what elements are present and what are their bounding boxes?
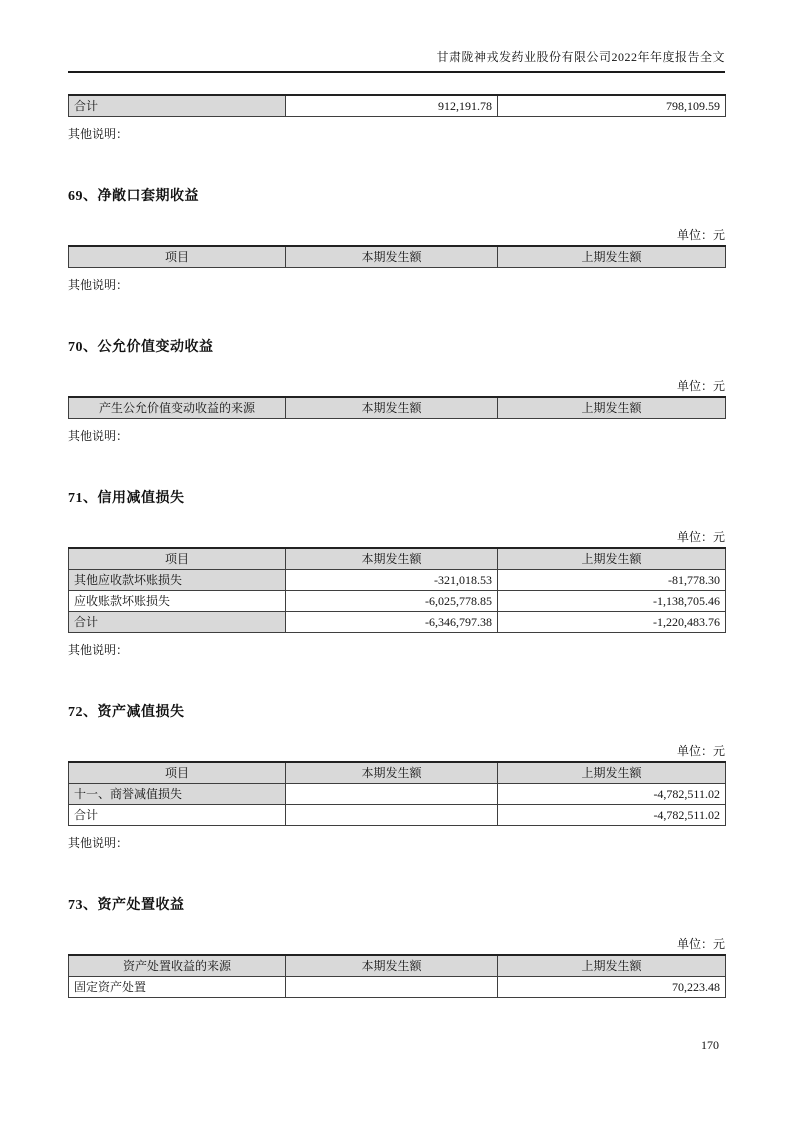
column-header: 产生公允价值变动收益的来源: [69, 397, 286, 419]
table-row: [69, 591, 726, 612]
unit-label: 单位：元: [676, 744, 725, 758]
section-title: 71、信用减值损失: [68, 491, 185, 506]
data-table: [68, 761, 726, 826]
column-header: 本期发生额: [286, 548, 498, 570]
page-number: 170: [701, 1038, 719, 1052]
data-table: [68, 547, 726, 633]
column-header: 上期发生额: [498, 762, 726, 784]
row-label-cell: 固定资产处置: [69, 977, 286, 998]
data-table: [68, 94, 726, 117]
unit-label: 单位：元: [676, 530, 725, 544]
unit-label: 单位：元: [676, 379, 725, 393]
column-header: 项目: [69, 762, 286, 784]
column-header: 本期发生额: [286, 246, 498, 268]
value-cell: -1,138,705.46: [498, 591, 726, 612]
value-cell: -6,025,778.85: [286, 591, 498, 612]
value-cell: -81,778.30: [498, 570, 726, 591]
data-table: [68, 245, 726, 268]
value-cell: -1,220,483.76: [498, 612, 726, 633]
report-section: [68, 339, 725, 444]
value-cell: -321,018.53: [286, 570, 498, 591]
column-header: 本期发生额: [286, 397, 498, 419]
value-cell: 798,109.59: [498, 95, 726, 117]
value-cell: 70,223.48: [498, 977, 726, 998]
section-title: 69、净敞口套期收益: [68, 189, 199, 204]
section-title: 73、资产处置收益: [68, 898, 185, 913]
value-cell: 912,191.78: [286, 95, 498, 117]
table-row: [69, 977, 726, 998]
data-table: [68, 954, 726, 998]
data-table: [68, 396, 726, 419]
row-label-cell: 其他应收款坏账损失: [69, 570, 286, 591]
page-content: [68, 0, 725, 998]
table-row: [69, 612, 726, 633]
value-cell: [286, 784, 498, 805]
row-label-cell: 合计: [69, 612, 286, 633]
row-label-cell: 应收账款坏账损失: [69, 591, 286, 612]
column-header: 项目: [69, 246, 286, 268]
column-header: 上期发生额: [498, 955, 726, 977]
table-header-row: [69, 955, 726, 977]
report-section: [68, 490, 725, 658]
table-header-row: [69, 762, 726, 784]
section-title: 72、资产减值损失: [68, 705, 185, 720]
table-row: [69, 570, 726, 591]
table-header-row: [69, 246, 726, 268]
row-label-cell: 合计: [69, 805, 286, 826]
sections-container: [68, 188, 725, 998]
row-label-cell: 合计: [69, 95, 286, 117]
column-header: 本期发生额: [286, 955, 498, 977]
column-header: 项目: [69, 548, 286, 570]
column-header: 资产处置收益的来源: [69, 955, 286, 977]
report-section: [68, 704, 725, 851]
column-header: 上期发生额: [498, 548, 726, 570]
unit-label: 单位：元: [676, 937, 725, 951]
column-header: 本期发生额: [286, 762, 498, 784]
report-header-title: 甘肃陇神戎发药业股份有限公司2022年年度报告全文: [436, 50, 725, 64]
column-header: 上期发生额: [498, 397, 726, 419]
report-section: [68, 897, 725, 998]
section-title: 70、公允价值变动收益: [68, 340, 214, 355]
table-header-row: [69, 397, 726, 419]
column-header: 上期发生额: [498, 246, 726, 268]
row-label-cell: 十一、商誉减值损失: [69, 784, 286, 805]
value-cell: [286, 805, 498, 826]
other-note: 其他说明：: [68, 278, 129, 292]
value-cell: -6,346,797.38: [286, 612, 498, 633]
table-row: [69, 95, 726, 117]
value-cell: [286, 977, 498, 998]
other-note: 其他说明：: [68, 836, 129, 850]
table-row: [69, 784, 726, 805]
continuation-table-slot: [68, 94, 725, 142]
other-note: 其他说明：: [68, 429, 129, 443]
table-row: [69, 805, 726, 826]
report-header: [68, 0, 725, 73]
other-note: 其他说明：: [68, 127, 129, 141]
value-cell: -4,782,511.02: [498, 784, 726, 805]
table-header-row: [69, 548, 726, 570]
other-note: 其他说明：: [68, 643, 129, 657]
value-cell: -4,782,511.02: [498, 805, 726, 826]
unit-label: 单位：元: [676, 228, 725, 242]
report-section: [68, 188, 725, 293]
